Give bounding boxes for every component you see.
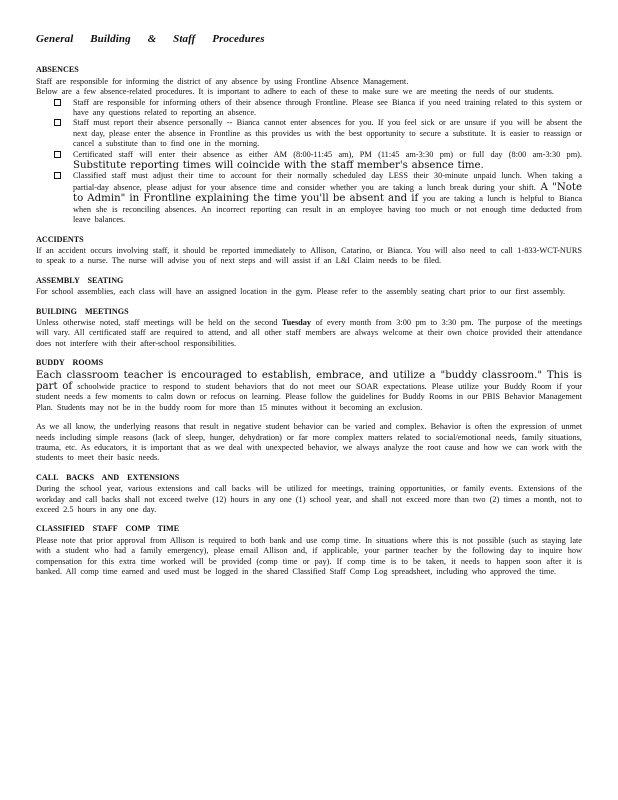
buddy-section bbox=[36, 358, 582, 464]
list-item bbox=[36, 150, 582, 172]
meetings-text-after: of every month from 3:00 pm to 3:30 pm. The purpose of the meetings will vary. All certificated staff are required to attend, and all other staff members are always welcome at their own choice provided their attendance does not interfere with their after-school responsibilities. bbox=[36, 317, 582, 348]
buddy-text-2: As we all know, the underlying reasons that result in negative student behavior can be varied and complex. Behavior is often the expression of unmet needs including simple reasons (lack of sleep, hunger, dehydration) or far more complex matters related to social/emotional needs, family situations, trauma, etc. As educators, it is important that as we deal with unexpected behavior, we always analyze the root cause and how we can work with the students to meet their basic needs. bbox=[36, 422, 582, 463]
comptime-section bbox=[36, 524, 582, 577]
checkbox-bullet-icon bbox=[54, 172, 61, 179]
buddy-text bbox=[36, 370, 582, 414]
absences-intro-2: Below are a few absence-related procedures. It is important to adhere to each of these to make sure we are meeting the needs of our students. bbox=[36, 87, 554, 97]
list-item-text-continued: you are taking a lunch is helpful to Bianca when she is reconciling absences. An incorrect reporting can result in an employee having too much or not enough time deducted from leave balances. bbox=[73, 194, 582, 225]
buddy-heading: BUDDY ROOMS bbox=[36, 358, 104, 368]
checkbox-bullet-icon bbox=[54, 99, 61, 106]
list-item bbox=[36, 171, 582, 225]
meetings-text-before: Unless otherwise noted, staff meetings will be held on the second bbox=[36, 317, 278, 327]
buddy-emphasis: Each classroom teacher is encouraged to establish, embrace, and utilize a "buddy classroom." This is part of bbox=[36, 369, 582, 392]
comptime-heading: CLASSIFIED STAFF COMP TIME bbox=[36, 524, 180, 534]
absences-section bbox=[36, 65, 582, 225]
checkbox-bullet-icon bbox=[54, 151, 61, 158]
list-item-text: Staff must report their absence personally -- Bianca cannot enter absences for you. If you feel sick or are unsure if you will be absent the next day, please enter the absence in Frontline as this provides us with the best opportunity to secure a substitute. It is easier to reassign or cancel a substitute than to find one in the morning. bbox=[73, 118, 582, 149]
assembly-heading: ASSEMBLY SEATING bbox=[36, 275, 124, 285]
list-item-text: Certificated staff will enter their absence as either AM (8:00-11:45 am), PM (11:45 am-3:30 pm) or full day (8:00 am-3:30 pm). bbox=[73, 149, 582, 159]
checkbox-bullet-icon bbox=[54, 119, 61, 126]
absences-heading: ABSENCES bbox=[36, 65, 79, 75]
assembly-text: For school assemblies, each class will have an assigned location in the gym. Please refer to the assembly seating chart prior to our first assembly. bbox=[36, 287, 566, 297]
document-page bbox=[36, 34, 582, 586]
assembly-section bbox=[36, 276, 582, 298]
absences-intro-1: Staff are responsible for informing the district of any absence by using Frontline Absence Management. bbox=[36, 76, 409, 86]
buddy-text-body: schoolwide practice to respond to student behaviors that do not meet our SOAR expectations. Please utilize your Buddy Room if your student needs a few moments to calm down or refocus on learning. Please follow the guidelines for Buddy Rooms in our PBIS Behavior Management Plan. Students may not be in the buddy room for more than 15 minutes without it becoming an exclusion. bbox=[36, 381, 583, 412]
callbacks-heading: CALL BACKS AND EXTENSIONS bbox=[36, 472, 180, 482]
callbacks-text: During the school year, various extensions and call backs will be utilized for meetings, training opportunities, or family events. Extensions of the workday and call backs shall not exceed twelve (12) hours in any one (1) school year, and shall not exceed more than two (2) times a month, not to exceed 2.5 hours in any one day. bbox=[36, 484, 582, 515]
meetings-day: Tuesday bbox=[281, 317, 312, 327]
meetings-heading: BUILDING MEETINGS bbox=[36, 306, 129, 316]
accidents-heading: ACCIDENTS bbox=[36, 234, 84, 244]
list-item-text: Classified staff must adjust their time to account for their normally scheduled day LESS their 30-minute unpaid lunch. When taking a partial-day absence, please adjust for your absence time and consider whether you are taking a lunch break during your shift. bbox=[73, 171, 582, 192]
list-item bbox=[36, 98, 582, 119]
meetings-section bbox=[36, 307, 582, 350]
absences-list bbox=[36, 98, 582, 226]
list-item-text: Staff are responsible for informing others of their absence through Frontline. Please see Bianca if you need training related to this system or have any questions related to reporting an absence. bbox=[73, 97, 582, 118]
list-item bbox=[36, 118, 582, 149]
meetings-text bbox=[36, 318, 582, 349]
list-item-emphasis: A "Note to Admin" in Frontline explaining the time you'll be absent and if bbox=[73, 181, 582, 205]
comptime-text: Please note that prior approval from Allison is required to both bank and use comp time. In situations where this is not possible (such as staying late with a student who had a family emergency), please email Allison and, if applicable, your partner teacher by the following day to inquire how compensation for this extra time worked will be provided (comp time or pay). If comp time is to be taken, it needs to happen soon after it is banked. All comp time earned and used must be logged in the shared Classified Staff Comp Log spreadsheet, including who approved the time. bbox=[36, 535, 582, 577]
accidents-section bbox=[36, 235, 582, 267]
callbacks-section bbox=[36, 473, 582, 516]
list-item-emphasis: Substitute reporting times will coincide with the staff member's absence time. bbox=[73, 160, 484, 172]
accidents-text: If an accident occurs involving staff, it should be reported immediately to Allison, Catarino, or Bianca. You will also need to call 1-833-WCT-NURS to speak to a nurse. The nurse will advise you of next steps and will assist if an L&I Claim needs to be filed. bbox=[36, 245, 582, 266]
page-title: General Building & Staff Procedures bbox=[36, 33, 265, 45]
